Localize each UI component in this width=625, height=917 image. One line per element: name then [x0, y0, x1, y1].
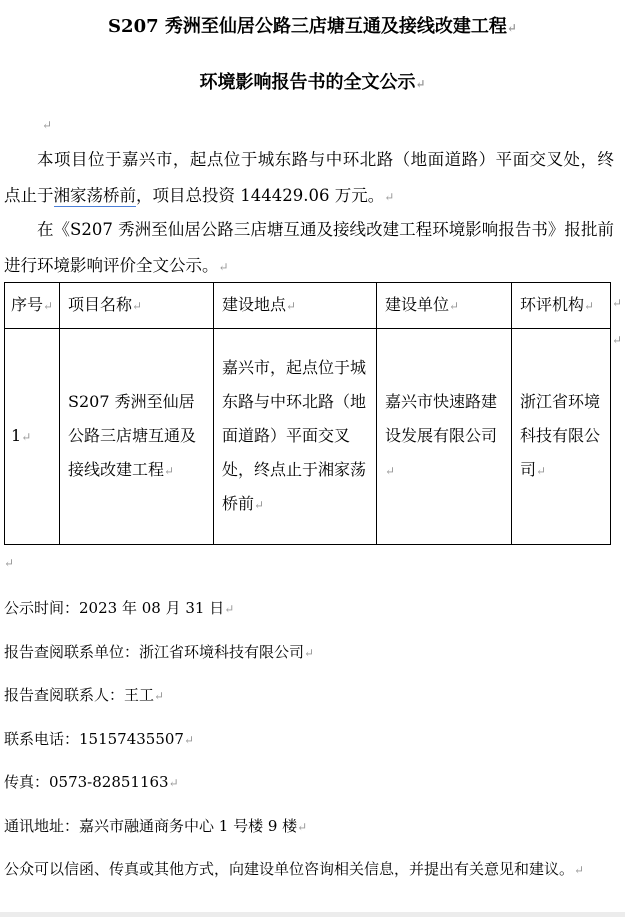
table-row — [5, 329, 611, 545]
header-agency: 环评机构↵ — [512, 283, 611, 329]
contact-person: 报告查阅联系人：王工↵ — [4, 686, 165, 704]
intro-paragraph: 本项目位于嘉兴市，起点位于城东路与中环北路（地面道路）平面交叉处，终点止于湘家荡桥前，项目总投资 144429.06 万元。↵ — [4, 150, 614, 205]
notice-paragraph: 在《S207 秀洲至仙居公路三店塘互通及接线改建工程环境影响报告书》报批前进行环境影响评价全文公示。↵ — [4, 220, 614, 275]
row-end-mark: ↵ — [612, 296, 623, 310]
title-line-2: 环境影响报告书的全文公示↵ — [199, 72, 426, 93]
cell-agency: 浙江省环境科技有限公司↵ — [512, 329, 611, 545]
page-bottom-edge — [0, 912, 625, 917]
title-line-1: S207 秀洲至仙居公路三店塘互通及接线改建工程↵ — [108, 16, 517, 37]
contact-address: 通讯地址：嘉兴市融通商务中心 1 号楼 9 楼↵ — [4, 817, 308, 835]
row-end-mark: ↵ — [612, 333, 623, 347]
header-builder: 建设单位↵ — [377, 283, 512, 329]
header-location: 建设地点↵ — [214, 283, 377, 329]
cell-builder: 嘉兴市快速路建设发展有限公司↵ — [377, 329, 512, 545]
publish-date: 公示时间：2023 年 08 月 31 日↵ — [4, 599, 235, 617]
empty-paragraph-mark: ↵ — [4, 556, 15, 570]
empty-paragraph-mark: ↵ — [42, 118, 53, 132]
public-comment-note: 公众可以信函、传真或其他方式，向建设单位咨询相关信息，并提出有关意见和建议。↵ — [4, 860, 585, 878]
header-project-name: 项目名称↵ — [60, 283, 214, 329]
project-table — [4, 282, 611, 545]
table-header-row — [5, 283, 611, 329]
contact-unit: 报告查阅联系单位：浙江省环境科技有限公司↵ — [4, 643, 315, 661]
cell-project-name: S207 秀洲至仙居公路三店塘互通及接线改建工程↵ — [60, 329, 214, 545]
contact-phone: 联系电话：15157435507↵ — [4, 730, 195, 748]
header-index: 序号↵ — [5, 283, 60, 329]
cell-location: 嘉兴市，起点位于城东路与中环北路（地面道路）平面交叉处，终点止于湘家荡桥前↵ — [214, 329, 377, 545]
cell-index: 1↵ — [5, 329, 60, 545]
contact-fax: 传真：0573-82851163↵ — [4, 773, 179, 791]
